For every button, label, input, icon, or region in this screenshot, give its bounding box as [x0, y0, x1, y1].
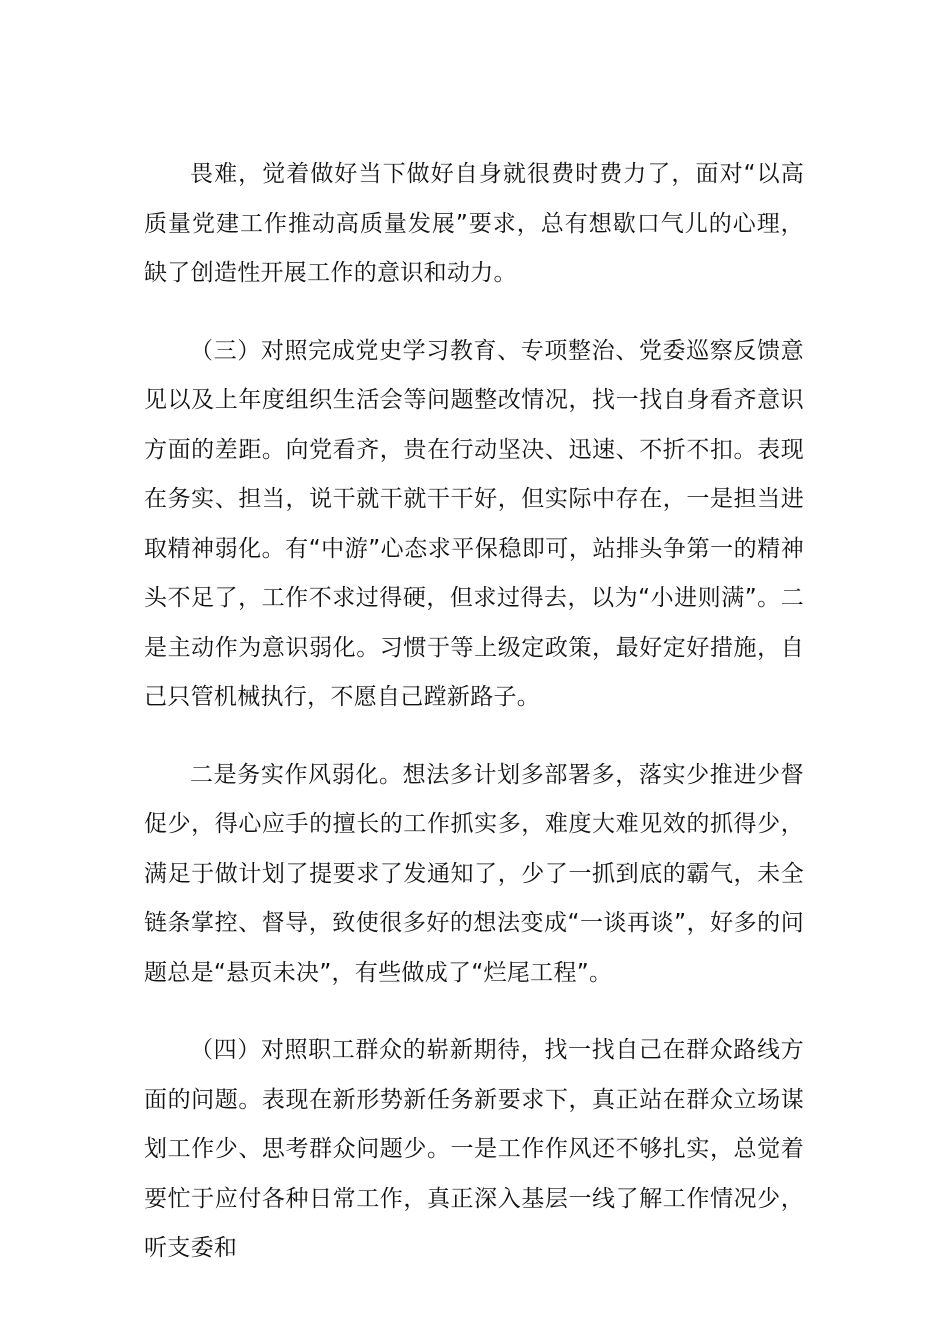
document-body [144, 150, 804, 1302]
paragraph-3: 二是务实作风弱化。想法多计划多部署多，落实少推进少督促少，得心应手的擅长的工作抓实多，难度大难见效的抓得少，满足于做计划了提要求了发通知了，少了一抓到底的霸气，未全链条掌控、督导，致使很多好的想法变成“一谈再谈”，好多的问题总是“悬页未决”，有些做成了“烂尾工程”。 [144, 761, 804, 986]
paragraph-1: 畏难，觉着做好当下做好自身就很费时费力了，面对“以高质量党建工作推动高质量发展”要求，总有想歇口气儿的心理，缺了创造性开展工作的意识和动力。 [144, 161, 804, 286]
paragraph-2: （三）对照完成党史学习教育、专项整治、党委巡察反馈意见以及上年度组织生活会等问题整改情况，找一找自身看齐意识方面的差距。向党看齐，贵在行动坚决、迅速、不折不扣。表现在务实、担当，说干就干就干干好，但实际中存在，一是担当进取精神弱化。有“中游”心态求平保稳即可，站排头争第一的精神头不足了，工作不求过得硬，但求过得去，以为“小进则满”。二是主动作为意识弱化。习惯于等上级定政策，最好定好措施，自己只管机械执行，不愿自己蹚新路子。 [144, 337, 804, 710]
paragraph-4: （四）对照职工群众的崭新期待，找一找自己在群众路线方面的问题。表现在新形势新任务新要求下，真正站在群众立场谋划工作少、思考群众问题少。一是工作作风还不够扎实，总觉着要忙于应付各种日常工作，真正深入基层一线了解工作情况少，听支委和 [144, 1037, 804, 1261]
